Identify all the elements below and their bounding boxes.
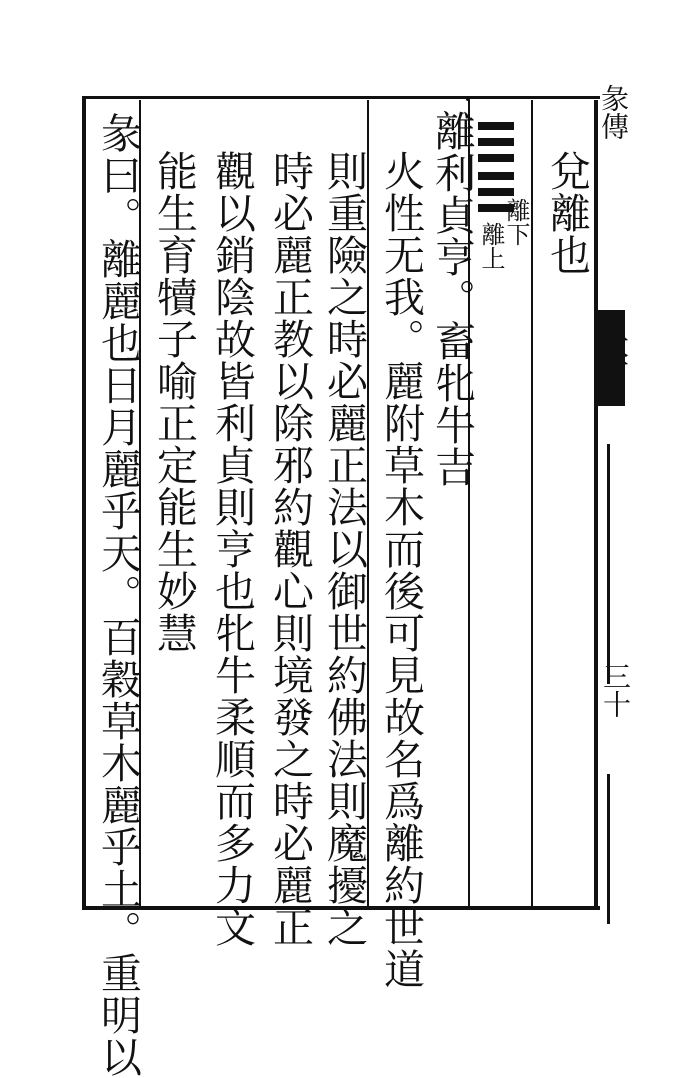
margin-label-top: 彖傳 bbox=[597, 84, 630, 140]
trigram-note-lower: 離下 bbox=[502, 198, 530, 246]
fold-rule bbox=[607, 444, 610, 684]
text-column-9: 彖曰。離麗也日月麗乎天。百穀草木麗乎土。重明以 bbox=[94, 112, 142, 1078]
trigram-note-upper: 離上 bbox=[477, 222, 505, 270]
margin-label-middle: 大有 bbox=[597, 330, 630, 386]
hexagram-line bbox=[478, 188, 514, 196]
fold-rule bbox=[607, 774, 610, 924]
hexagram-line bbox=[478, 122, 514, 130]
text-column-8: 能生育犢子喻正定能生妙慧 bbox=[150, 150, 198, 654]
text-column-6: 時必麗正教以除邪約觀心則境發之時必麗正 bbox=[266, 150, 314, 948]
margin-label-bottom: 三十 bbox=[599, 662, 632, 718]
text-column-7: 觀以銷陰故皆利貞則亨也牝牛柔順而多力文 bbox=[208, 150, 256, 948]
column-divider bbox=[531, 100, 533, 908]
page-fold-edge bbox=[595, 84, 625, 924]
text-column-1: 兌離也 bbox=[543, 150, 591, 276]
text-column-3: 離利貞亨。畜牝牛吉 bbox=[428, 110, 476, 488]
text-column-4: 火性无我。麗附草木而後可見故名爲離約世道 bbox=[377, 150, 425, 990]
hexagram-line bbox=[478, 154, 514, 162]
text-column-5: 則重險之時必麗正法以御世約佛法則魔擾之 bbox=[320, 150, 368, 948]
ink-dot bbox=[466, 97, 470, 101]
hexagram-line bbox=[478, 138, 514, 146]
hexagram-line bbox=[478, 172, 514, 180]
